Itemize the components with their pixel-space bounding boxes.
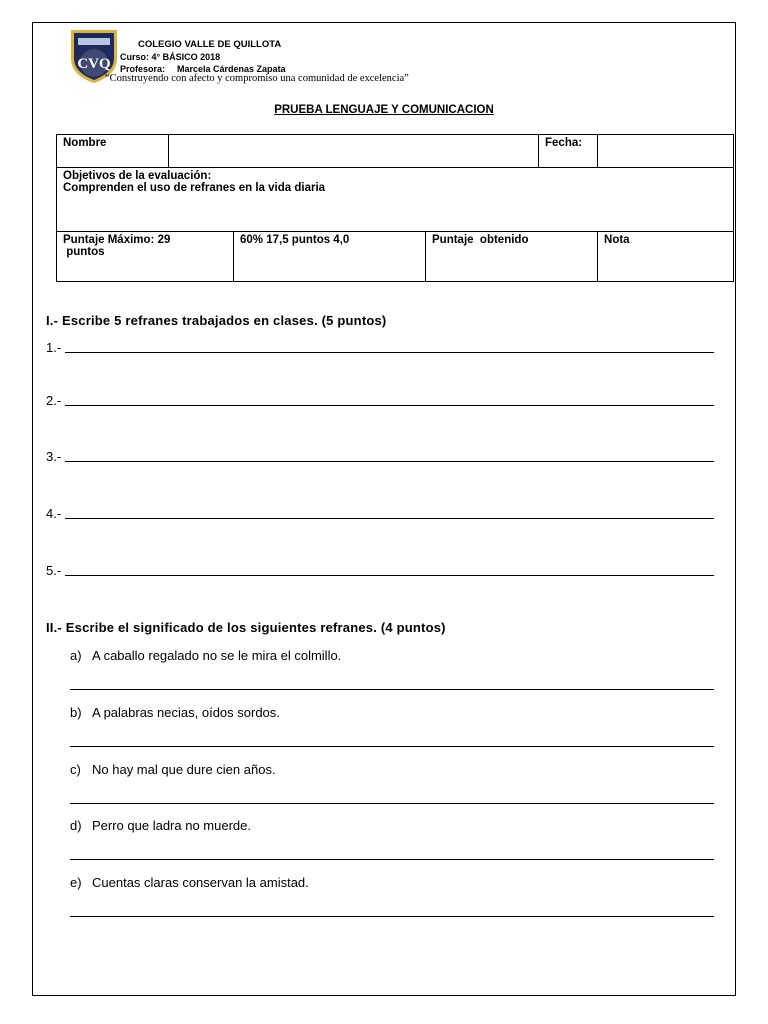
proverb-a (70, 648, 341, 663)
section2-heading: II.- Escribe el significado de los siguientes refranes. (4 puntos) (46, 620, 446, 635)
meaning-line-b[interactable] (70, 746, 714, 747)
proverb-letter: e) (70, 875, 82, 890)
meaning-line-e[interactable] (70, 916, 714, 917)
answer-line-2[interactable] (46, 393, 714, 408)
score-obtained-cell: Puntaje obtenido (426, 232, 598, 282)
proverb-text: Perro que ladra no muerde. (92, 818, 251, 833)
max-score-cell (57, 232, 234, 282)
item-number: 4.- (46, 506, 62, 521)
name-label: Nombre (57, 135, 169, 168)
school-name: COLEGIO VALLE DE QUILLOTA (138, 39, 282, 50)
school-motto: “Construyendo con afecto y compromiso una comunidad de excelencia” (105, 73, 409, 84)
proverb-letter: d) (70, 818, 82, 833)
proverb-text: Cuentas claras conservan la amistad. (92, 875, 309, 890)
proverb-text: No hay mal que dure cien años. (92, 762, 276, 777)
proverb-b (70, 705, 280, 720)
answer-line-5[interactable] (46, 563, 714, 578)
student-info-table (56, 134, 734, 282)
item-number: 5.- (46, 563, 62, 578)
course-label: Curso: 4° BÁSICO 2018 (120, 52, 221, 62)
logo-text: CVQ (77, 56, 111, 72)
meaning-line-d[interactable] (70, 859, 714, 860)
answer-line-3[interactable] (46, 449, 714, 464)
answer-line-1[interactable] (46, 340, 714, 355)
exam-title: PRUEBA LENGUAJE Y COMUNICACION (274, 104, 494, 116)
proverb-text: A palabras necias, oídos sordos. (92, 705, 280, 720)
proverb-text: A caballo regalado no se le mira el colmillo. (92, 648, 342, 663)
proverb-letter: c) (70, 762, 81, 777)
meaning-line-a[interactable] (70, 689, 714, 690)
date-field[interactable] (598, 135, 734, 168)
item-number: 1.- (46, 340, 62, 355)
objectives-cell (57, 168, 734, 232)
objectives-label: Objetivos de la evaluación: (63, 170, 212, 182)
proverb-letter: b) (70, 705, 82, 720)
meaning-line-c[interactable] (70, 803, 714, 804)
proverb-d (70, 818, 251, 833)
scale-cell: 60% 17,5 puntos 4,0 (234, 232, 426, 282)
name-field[interactable] (169, 135, 539, 168)
max-score-line1: Puntaje Máximo: 29 (63, 234, 171, 246)
item-number: 3.- (46, 449, 62, 464)
proverb-c (70, 762, 276, 777)
max-score-line2: puntos (63, 246, 105, 258)
teacher-name: Marcela Cárdenas Zapata (177, 64, 286, 74)
proverb-letter: a) (70, 648, 82, 663)
proverb-e (70, 875, 309, 890)
answer-line-4[interactable] (46, 506, 714, 521)
section1-heading: I.- Escribe 5 refranes trabajados en clases. (5 puntos) (46, 313, 387, 328)
grade-cell: Nota (598, 232, 734, 282)
objectives-text: Comprenden el uso de refranes en la vida diaria (63, 182, 326, 194)
item-number: 2.- (46, 393, 62, 408)
date-label: Fecha: (539, 135, 598, 168)
teacher-label: Profesora: (120, 64, 166, 74)
